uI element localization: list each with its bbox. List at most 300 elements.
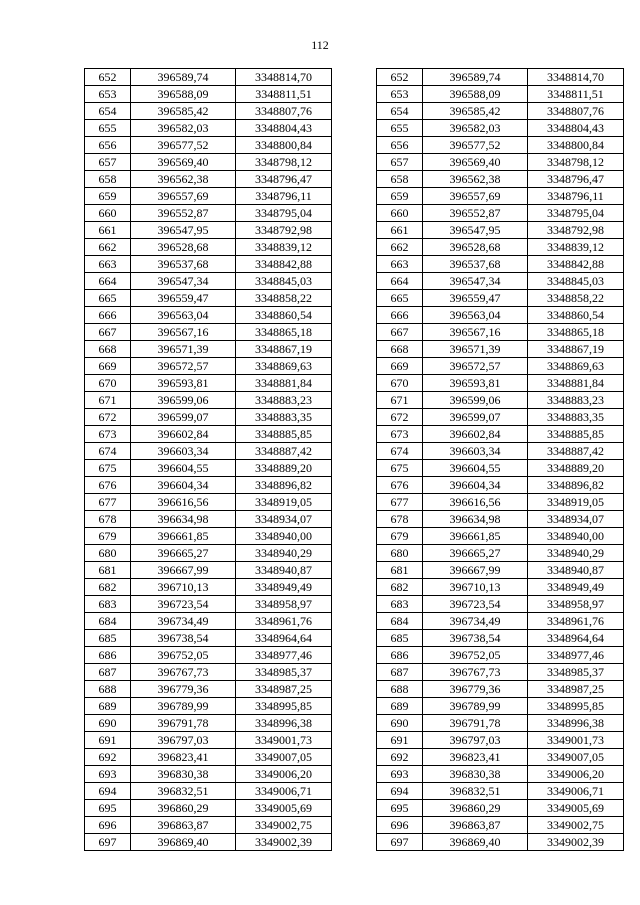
y-coordinate-cell: 3348795,04 <box>236 205 332 222</box>
x-coordinate-cell: 396734,49 <box>423 613 528 630</box>
x-coordinate-cell: 396752,05 <box>423 647 528 664</box>
table-row <box>85 290 332 307</box>
x-coordinate-cell: 396779,36 <box>131 681 236 698</box>
x-coordinate-cell: 396863,87 <box>423 817 528 834</box>
point-number-cell: 670 <box>377 375 423 392</box>
table-row <box>377 205 624 222</box>
y-coordinate-cell: 3348961,76 <box>528 613 624 630</box>
y-coordinate-cell: 3348889,20 <box>528 460 624 477</box>
y-coordinate-cell: 3348814,70 <box>528 69 624 86</box>
table-row <box>85 579 332 596</box>
y-coordinate-cell: 3348869,63 <box>528 358 624 375</box>
table-row <box>377 613 624 630</box>
point-number-cell: 653 <box>85 86 131 103</box>
y-coordinate-cell: 3348867,19 <box>236 341 332 358</box>
table-row <box>85 664 332 681</box>
table-row <box>377 817 624 834</box>
x-coordinate-cell: 396552,87 <box>131 205 236 222</box>
point-number-cell: 657 <box>85 154 131 171</box>
y-coordinate-cell: 3348996,38 <box>528 715 624 732</box>
point-number-cell: 679 <box>377 528 423 545</box>
point-number-cell: 680 <box>85 545 131 562</box>
y-coordinate-cell: 3348940,29 <box>236 545 332 562</box>
table-row <box>85 817 332 834</box>
y-coordinate-cell: 3348792,98 <box>236 222 332 239</box>
table-row <box>377 494 624 511</box>
point-number-cell: 666 <box>85 307 131 324</box>
table-row <box>377 664 624 681</box>
x-coordinate-cell: 396604,34 <box>131 477 236 494</box>
y-coordinate-cell: 3348842,88 <box>236 256 332 273</box>
point-number-cell: 693 <box>85 766 131 783</box>
table-row <box>377 460 624 477</box>
x-coordinate-cell: 396869,40 <box>131 834 236 851</box>
x-coordinate-cell: 396738,54 <box>131 630 236 647</box>
point-number-cell: 697 <box>377 834 423 851</box>
x-coordinate-cell: 396710,13 <box>423 579 528 596</box>
point-number-cell: 659 <box>377 188 423 205</box>
point-number-cell: 671 <box>85 392 131 409</box>
point-number-cell: 675 <box>85 460 131 477</box>
y-coordinate-cell: 3348919,05 <box>528 494 624 511</box>
point-number-cell: 679 <box>85 528 131 545</box>
y-coordinate-cell: 3348919,05 <box>236 494 332 511</box>
y-coordinate-cell: 3348887,42 <box>528 443 624 460</box>
y-coordinate-cell: 3349002,75 <box>528 817 624 834</box>
x-coordinate-cell: 396665,27 <box>131 545 236 562</box>
coordinate-table-left <box>84 68 332 851</box>
point-number-cell: 663 <box>85 256 131 273</box>
y-coordinate-cell: 3349001,73 <box>528 732 624 749</box>
point-number-cell: 678 <box>85 511 131 528</box>
x-coordinate-cell: 396528,68 <box>131 239 236 256</box>
x-coordinate-cell: 396860,29 <box>423 800 528 817</box>
x-coordinate-cell: 396665,27 <box>423 545 528 562</box>
point-number-cell: 674 <box>377 443 423 460</box>
table-row <box>377 120 624 137</box>
y-coordinate-cell: 3348961,76 <box>236 613 332 630</box>
x-coordinate-cell: 396860,29 <box>131 800 236 817</box>
x-coordinate-cell: 396602,84 <box>131 426 236 443</box>
y-coordinate-cell: 3349002,39 <box>528 834 624 851</box>
point-number-cell: 690 <box>377 715 423 732</box>
table-row <box>85 494 332 511</box>
x-coordinate-cell: 396604,55 <box>423 460 528 477</box>
table-row <box>85 239 332 256</box>
point-number-cell: 683 <box>85 596 131 613</box>
y-coordinate-cell: 3348865,18 <box>528 324 624 341</box>
y-coordinate-cell: 3348987,25 <box>236 681 332 698</box>
table-row <box>377 239 624 256</box>
table-row <box>85 545 332 562</box>
x-coordinate-cell: 396557,69 <box>423 188 528 205</box>
y-coordinate-cell: 3349006,20 <box>236 766 332 783</box>
table-row <box>85 443 332 460</box>
table-row <box>85 103 332 120</box>
table-row <box>377 426 624 443</box>
x-coordinate-cell: 396593,81 <box>131 375 236 392</box>
table-row <box>377 715 624 732</box>
x-coordinate-cell: 396528,68 <box>423 239 528 256</box>
table-row <box>85 324 332 341</box>
x-coordinate-cell: 396634,98 <box>423 511 528 528</box>
table-row <box>85 630 332 647</box>
point-number-cell: 695 <box>377 800 423 817</box>
table-row <box>85 426 332 443</box>
point-number-cell: 656 <box>85 137 131 154</box>
point-number-cell: 659 <box>85 188 131 205</box>
y-coordinate-cell: 3348958,97 <box>528 596 624 613</box>
x-coordinate-cell: 396547,95 <box>131 222 236 239</box>
table-row <box>377 341 624 358</box>
point-number-cell: 682 <box>85 579 131 596</box>
y-coordinate-cell: 3348977,46 <box>236 647 332 664</box>
y-coordinate-cell: 3348940,00 <box>528 528 624 545</box>
table-row <box>85 86 332 103</box>
x-coordinate-cell: 396604,55 <box>131 460 236 477</box>
y-coordinate-cell: 3348887,42 <box>236 443 332 460</box>
table-row <box>85 766 332 783</box>
x-coordinate-cell: 396823,41 <box>131 749 236 766</box>
point-number-cell: 693 <box>377 766 423 783</box>
x-coordinate-cell: 396589,74 <box>423 69 528 86</box>
table-row <box>85 800 332 817</box>
y-coordinate-cell: 3348964,64 <box>236 630 332 647</box>
y-coordinate-cell: 3348811,51 <box>236 86 332 103</box>
point-number-cell: 691 <box>85 732 131 749</box>
x-coordinate-cell: 396767,73 <box>423 664 528 681</box>
table-row <box>85 749 332 766</box>
point-number-cell: 670 <box>85 375 131 392</box>
x-coordinate-cell: 396667,99 <box>423 562 528 579</box>
point-number-cell: 660 <box>85 205 131 222</box>
point-number-cell: 658 <box>85 171 131 188</box>
y-coordinate-cell: 3348996,38 <box>236 715 332 732</box>
point-number-cell: 674 <box>85 443 131 460</box>
x-coordinate-cell: 396616,56 <box>131 494 236 511</box>
table-row <box>377 800 624 817</box>
point-number-cell: 684 <box>377 613 423 630</box>
table-row <box>377 596 624 613</box>
point-number-cell: 665 <box>85 290 131 307</box>
x-coordinate-cell: 396616,56 <box>423 494 528 511</box>
x-coordinate-cell: 396710,13 <box>131 579 236 596</box>
y-coordinate-cell: 3348883,35 <box>236 409 332 426</box>
point-number-cell: 682 <box>377 579 423 596</box>
table-row <box>377 834 624 851</box>
y-coordinate-cell: 3348800,84 <box>528 137 624 154</box>
y-coordinate-cell: 3348995,85 <box>528 698 624 715</box>
x-coordinate-cell: 396604,34 <box>423 477 528 494</box>
table-row <box>85 154 332 171</box>
table-row <box>377 783 624 800</box>
y-coordinate-cell: 3348985,37 <box>528 664 624 681</box>
y-coordinate-cell: 3348800,84 <box>236 137 332 154</box>
point-number-cell: 662 <box>85 239 131 256</box>
point-number-cell: 692 <box>377 749 423 766</box>
y-coordinate-cell: 3348940,29 <box>528 545 624 562</box>
y-coordinate-cell: 3348987,25 <box>528 681 624 698</box>
x-coordinate-cell: 396797,03 <box>131 732 236 749</box>
x-coordinate-cell: 396667,99 <box>131 562 236 579</box>
point-number-cell: 686 <box>377 647 423 664</box>
x-coordinate-cell: 396557,69 <box>131 188 236 205</box>
table-row <box>377 137 624 154</box>
y-coordinate-cell: 3348814,70 <box>236 69 332 86</box>
y-coordinate-cell: 3348940,00 <box>236 528 332 545</box>
table-row <box>377 749 624 766</box>
table-row <box>377 103 624 120</box>
table-row <box>377 511 624 528</box>
point-number-cell: 668 <box>85 341 131 358</box>
table-row <box>377 222 624 239</box>
y-coordinate-cell: 3348839,12 <box>236 239 332 256</box>
table-row <box>377 443 624 460</box>
y-coordinate-cell: 3349006,71 <box>236 783 332 800</box>
y-coordinate-cell: 3348896,82 <box>236 477 332 494</box>
y-coordinate-cell: 3348883,23 <box>236 392 332 409</box>
coordinate-table-right <box>376 68 624 851</box>
x-coordinate-cell: 396869,40 <box>423 834 528 851</box>
point-number-cell: 661 <box>85 222 131 239</box>
point-number-cell: 660 <box>377 205 423 222</box>
point-number-cell: 684 <box>85 613 131 630</box>
table-row <box>85 511 332 528</box>
x-coordinate-cell: 396577,52 <box>423 137 528 154</box>
y-coordinate-cell: 3348839,12 <box>528 239 624 256</box>
y-coordinate-cell: 3348796,47 <box>236 171 332 188</box>
y-coordinate-cell: 3348811,51 <box>528 86 624 103</box>
y-coordinate-cell: 3348934,07 <box>528 511 624 528</box>
x-coordinate-cell: 396779,36 <box>423 681 528 698</box>
x-coordinate-cell: 396563,04 <box>131 307 236 324</box>
x-coordinate-cell: 396830,38 <box>423 766 528 783</box>
point-number-cell: 653 <box>377 86 423 103</box>
table-row <box>85 222 332 239</box>
point-number-cell: 655 <box>377 120 423 137</box>
x-coordinate-cell: 396585,42 <box>131 103 236 120</box>
table-row <box>85 596 332 613</box>
table-row <box>85 392 332 409</box>
table-row <box>85 171 332 188</box>
table-row <box>377 375 624 392</box>
table-row <box>377 766 624 783</box>
y-coordinate-cell: 3348798,12 <box>236 154 332 171</box>
table-row <box>377 188 624 205</box>
table-row <box>377 324 624 341</box>
x-coordinate-cell: 396634,98 <box>131 511 236 528</box>
table-row <box>85 477 332 494</box>
point-number-cell: 666 <box>377 307 423 324</box>
coordinate-table-body <box>377 69 624 851</box>
table-row <box>85 69 332 86</box>
point-number-cell: 687 <box>377 664 423 681</box>
point-number-cell: 665 <box>377 290 423 307</box>
y-coordinate-cell: 3348858,22 <box>236 290 332 307</box>
point-number-cell: 681 <box>377 562 423 579</box>
y-coordinate-cell: 3348807,76 <box>236 103 332 120</box>
x-coordinate-cell: 396588,09 <box>131 86 236 103</box>
point-number-cell: 669 <box>85 358 131 375</box>
y-coordinate-cell: 3349002,39 <box>236 834 332 851</box>
point-number-cell: 689 <box>377 698 423 715</box>
table-row <box>85 562 332 579</box>
table-row <box>85 698 332 715</box>
x-coordinate-cell: 396734,49 <box>131 613 236 630</box>
y-coordinate-cell: 3348934,07 <box>236 511 332 528</box>
y-coordinate-cell: 3348860,54 <box>236 307 332 324</box>
y-coordinate-cell: 3349007,05 <box>528 749 624 766</box>
table-row <box>377 647 624 664</box>
point-number-cell: 669 <box>377 358 423 375</box>
y-coordinate-cell: 3348940,87 <box>236 562 332 579</box>
x-coordinate-cell: 396589,74 <box>131 69 236 86</box>
table-row <box>85 732 332 749</box>
point-number-cell: 664 <box>85 273 131 290</box>
x-coordinate-cell: 396603,34 <box>131 443 236 460</box>
x-coordinate-cell: 396599,06 <box>131 392 236 409</box>
table-row <box>85 205 332 222</box>
point-number-cell: 675 <box>377 460 423 477</box>
x-coordinate-cell: 396797,03 <box>423 732 528 749</box>
x-coordinate-cell: 396661,85 <box>131 528 236 545</box>
x-coordinate-cell: 396791,78 <box>423 715 528 732</box>
table-row <box>377 273 624 290</box>
point-number-cell: 678 <box>377 511 423 528</box>
table-row <box>85 647 332 664</box>
x-coordinate-cell: 396585,42 <box>423 103 528 120</box>
y-coordinate-cell: 3348796,11 <box>528 188 624 205</box>
x-coordinate-cell: 396832,51 <box>131 783 236 800</box>
point-number-cell: 655 <box>85 120 131 137</box>
y-coordinate-cell: 3348869,63 <box>236 358 332 375</box>
y-coordinate-cell: 3348804,43 <box>528 120 624 137</box>
table-row <box>85 137 332 154</box>
point-number-cell: 688 <box>85 681 131 698</box>
y-coordinate-cell: 3348860,54 <box>528 307 624 324</box>
point-number-cell: 696 <box>377 817 423 834</box>
point-number-cell: 685 <box>85 630 131 647</box>
table-row <box>85 273 332 290</box>
point-number-cell: 691 <box>377 732 423 749</box>
y-coordinate-cell: 3348858,22 <box>528 290 624 307</box>
y-coordinate-cell: 3348792,98 <box>528 222 624 239</box>
point-number-cell: 673 <box>377 426 423 443</box>
x-coordinate-cell: 396789,99 <box>423 698 528 715</box>
point-number-cell: 697 <box>85 834 131 851</box>
point-number-cell: 680 <box>377 545 423 562</box>
table-row <box>377 154 624 171</box>
y-coordinate-cell: 3348796,47 <box>528 171 624 188</box>
x-coordinate-cell: 396599,07 <box>423 409 528 426</box>
y-coordinate-cell: 3348881,84 <box>236 375 332 392</box>
x-coordinate-cell: 396571,39 <box>423 341 528 358</box>
table-row <box>377 579 624 596</box>
page-number: 112 <box>311 38 329 52</box>
point-number-cell: 695 <box>85 800 131 817</box>
table-row <box>85 834 332 851</box>
x-coordinate-cell: 396588,09 <box>423 86 528 103</box>
y-coordinate-cell: 3348995,85 <box>236 698 332 715</box>
y-coordinate-cell: 3349002,75 <box>236 817 332 834</box>
y-coordinate-cell: 3348865,18 <box>236 324 332 341</box>
x-coordinate-cell: 396567,16 <box>423 324 528 341</box>
table-row <box>85 256 332 273</box>
x-coordinate-cell: 396661,85 <box>423 528 528 545</box>
y-coordinate-cell: 3348798,12 <box>528 154 624 171</box>
point-number-cell: 696 <box>85 817 131 834</box>
point-number-cell: 656 <box>377 137 423 154</box>
table-row <box>377 69 624 86</box>
x-coordinate-cell: 396823,41 <box>423 749 528 766</box>
x-coordinate-cell: 396599,06 <box>423 392 528 409</box>
point-number-cell: 689 <box>85 698 131 715</box>
point-number-cell: 661 <box>377 222 423 239</box>
x-coordinate-cell: 396767,73 <box>131 664 236 681</box>
point-number-cell: 658 <box>377 171 423 188</box>
point-number-cell: 677 <box>377 494 423 511</box>
point-number-cell: 694 <box>85 783 131 800</box>
y-coordinate-cell: 3348867,19 <box>528 341 624 358</box>
table-row <box>85 613 332 630</box>
y-coordinate-cell: 3348889,20 <box>236 460 332 477</box>
x-coordinate-cell: 396537,68 <box>131 256 236 273</box>
point-number-cell: 694 <box>377 783 423 800</box>
y-coordinate-cell: 3348949,49 <box>528 579 624 596</box>
table-row <box>85 120 332 137</box>
point-number-cell: 687 <box>85 664 131 681</box>
y-coordinate-cell: 3348949,49 <box>236 579 332 596</box>
point-number-cell: 654 <box>377 103 423 120</box>
y-coordinate-cell: 3348845,03 <box>236 273 332 290</box>
y-coordinate-cell: 3348896,82 <box>528 477 624 494</box>
point-number-cell: 681 <box>85 562 131 579</box>
y-coordinate-cell: 3348958,97 <box>236 596 332 613</box>
y-coordinate-cell: 3349005,69 <box>236 800 332 817</box>
x-coordinate-cell: 396547,34 <box>423 273 528 290</box>
table-row <box>85 681 332 698</box>
x-coordinate-cell: 396547,95 <box>423 222 528 239</box>
y-coordinate-cell: 3349006,71 <box>528 783 624 800</box>
x-coordinate-cell: 396791,78 <box>131 715 236 732</box>
table-row <box>377 698 624 715</box>
table-row <box>377 528 624 545</box>
x-coordinate-cell: 396572,57 <box>131 358 236 375</box>
point-number-cell: 685 <box>377 630 423 647</box>
point-number-cell: 654 <box>85 103 131 120</box>
x-coordinate-cell: 396723,54 <box>423 596 528 613</box>
x-coordinate-cell: 396599,07 <box>131 409 236 426</box>
table-row <box>85 341 332 358</box>
y-coordinate-cell: 3348795,04 <box>528 205 624 222</box>
point-number-cell: 672 <box>85 409 131 426</box>
point-number-cell: 667 <box>377 324 423 341</box>
y-coordinate-cell: 3348885,85 <box>236 426 332 443</box>
x-coordinate-cell: 396830,38 <box>131 766 236 783</box>
table-row <box>377 256 624 273</box>
y-coordinate-cell: 3349005,69 <box>528 800 624 817</box>
table-row <box>85 409 332 426</box>
x-coordinate-cell: 396552,87 <box>423 205 528 222</box>
x-coordinate-cell: 396593,81 <box>423 375 528 392</box>
point-number-cell: 668 <box>377 341 423 358</box>
x-coordinate-cell: 396569,40 <box>131 154 236 171</box>
point-number-cell: 657 <box>377 154 423 171</box>
y-coordinate-cell: 3348881,84 <box>528 375 624 392</box>
point-number-cell: 686 <box>85 647 131 664</box>
point-number-cell: 662 <box>377 239 423 256</box>
x-coordinate-cell: 396569,40 <box>423 154 528 171</box>
